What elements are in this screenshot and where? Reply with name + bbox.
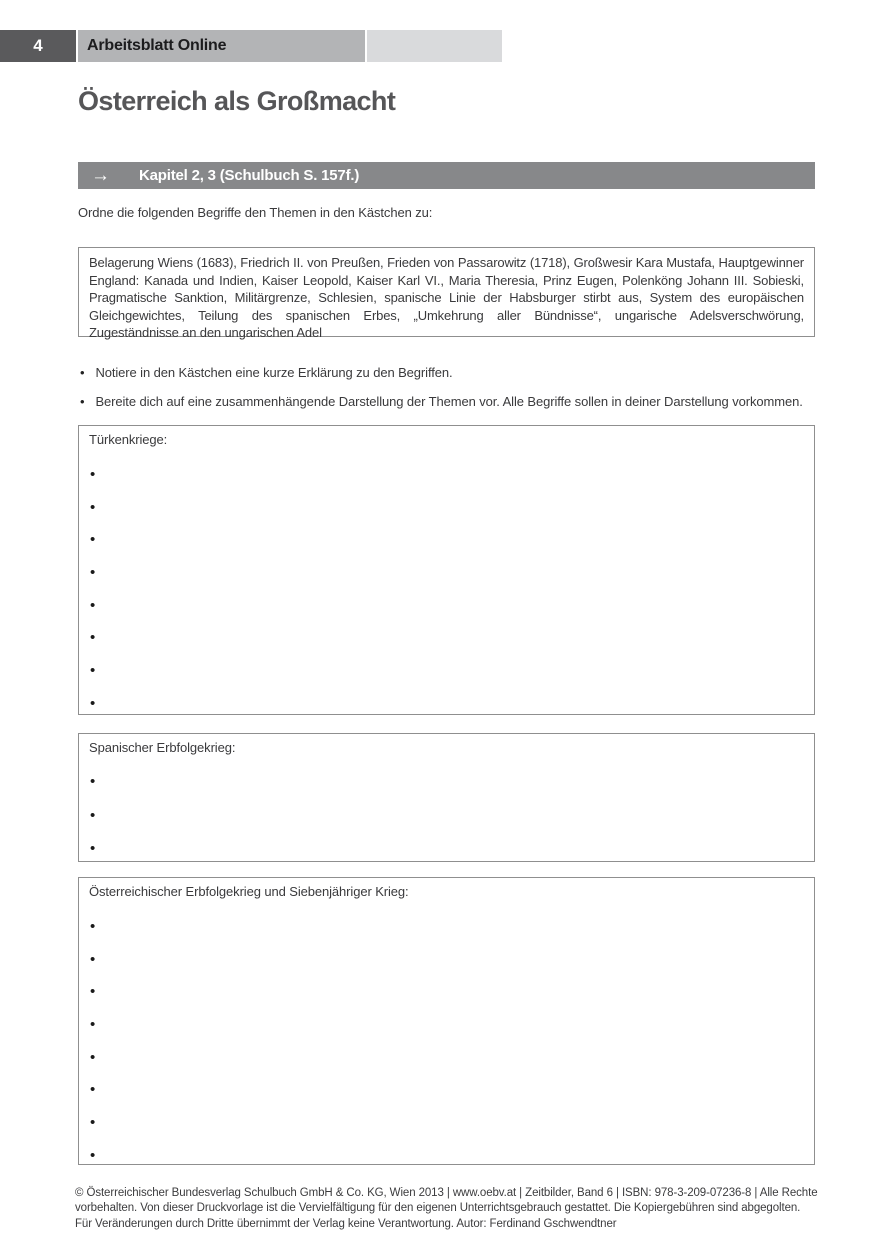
chapter-banner xyxy=(78,162,815,189)
task-bullet-text: Bereite dich auf eine zusammenhängende Darstellung der Themen vor. Alle Begriffe sollen in deiner Darstellung vorkommen. xyxy=(95,394,803,409)
bullet-icon: • xyxy=(90,694,96,712)
bullet-icon: • xyxy=(90,773,96,790)
terms-box xyxy=(78,247,815,341)
imprint-footer xyxy=(75,1186,835,1232)
answer-box-tuerkenkriege xyxy=(78,425,815,715)
chapter-banner-label: Kapitel 2, 3 (Schulbuch S. 157f.) xyxy=(139,167,360,184)
header-bar-decoration xyxy=(367,30,502,62)
answer-box-spanischer-erbfolgekrieg xyxy=(78,733,815,862)
answer-box-label: Österreichischer Erbfolgekrieg und Siebenjähriger Krieg: xyxy=(89,884,409,899)
bullet-icon: • xyxy=(90,918,96,935)
bullet-icon: • xyxy=(90,1081,96,1099)
empty-bullet-list xyxy=(90,920,804,1182)
bullet-icon: • xyxy=(90,1016,96,1034)
task-bullet xyxy=(80,365,453,380)
answer-box-label: Spanischer Erbfolgekrieg: xyxy=(89,740,236,755)
bullet-icon: • xyxy=(80,365,85,380)
bullet-icon: • xyxy=(80,394,85,409)
header-bar xyxy=(78,30,365,62)
arrow-right-icon: → xyxy=(91,165,110,186)
task-bullet xyxy=(80,394,803,409)
bullet-icon: • xyxy=(90,1146,96,1164)
bullet-icon: • xyxy=(90,1048,96,1066)
bullet-icon: • xyxy=(90,466,96,483)
footer-line: vorbehalten. Von dieser Druckvorlage ist die Vervielfältigung für den eigenen Unterrichtsgebrauch gestattet. Die Kopiergebühren sind abgegolten. xyxy=(75,1202,801,1215)
bullet-icon: • xyxy=(90,531,96,549)
page-number xyxy=(0,30,76,62)
task-bullet-text: Notiere in den Kästchen eine kurze Erklärung zu den Begriffen. xyxy=(95,365,453,380)
bullet-icon: • xyxy=(90,983,96,1001)
page-number-text: 4 xyxy=(33,36,43,55)
answer-box-label: Türkenkriege: xyxy=(89,432,168,447)
bullet-icon: • xyxy=(90,806,96,824)
bullet-icon: • xyxy=(90,1114,96,1132)
bullet-icon: • xyxy=(90,950,96,968)
header-label: Arbeitsblatt Online xyxy=(87,37,227,54)
task-intro: Ordne die folgenden Begriffe den Themen in den Kästchen zu: xyxy=(78,205,433,220)
page-title: Österreich als Großmacht xyxy=(78,86,396,116)
bullet-icon: • xyxy=(90,662,96,680)
bullet-icon: • xyxy=(90,498,96,516)
empty-bullet-list xyxy=(90,468,804,730)
bullet-icon: • xyxy=(90,840,96,857)
answer-box-oesterreichischer-erbfolgekrieg xyxy=(78,877,815,1165)
bullet-icon: • xyxy=(90,629,96,647)
footer-line: © Österreichischer Bundesverlag Schulbuch GmbH & Co. KG, Wien 2013 | www.oebv.at | Zeitbilder, Band 6 | ISBN: 978-3-209-07236-8 | Alle Rechte xyxy=(75,1187,818,1199)
footer-line: Für Veränderungen durch Dritte übernimmt der Verlag keine Verantwortung. Autor: Ferdinand Gschwendtner xyxy=(75,1217,617,1230)
bullet-icon: • xyxy=(90,596,96,614)
terms-text: Belagerung Wiens (1683), Friedrich II. von Preußen, Frieden von Passarowitz (1718), Großwesir Kara Mustafa, Hauptgewinner England: Kanada und Indien, Kaiser Leopold, Kaiser Karl VI., Maria Theresia, Prinz Eugen, Polenköng Johann III. Sobieski, Pragmatische Sanktion, Militärgrenze, Schlesien, spanische Linie der Habsburger stirbt aus, System des europäischen Gleichgewichtes, Teilung des spanischen Erbes, „Umkehrung aller Bündnisse“, ungarische Adelsverschwörung, Zugeständnisse an den ungarischen Adel xyxy=(89,255,804,341)
empty-bullet-list xyxy=(90,775,804,876)
bullet-icon: • xyxy=(90,564,96,582)
